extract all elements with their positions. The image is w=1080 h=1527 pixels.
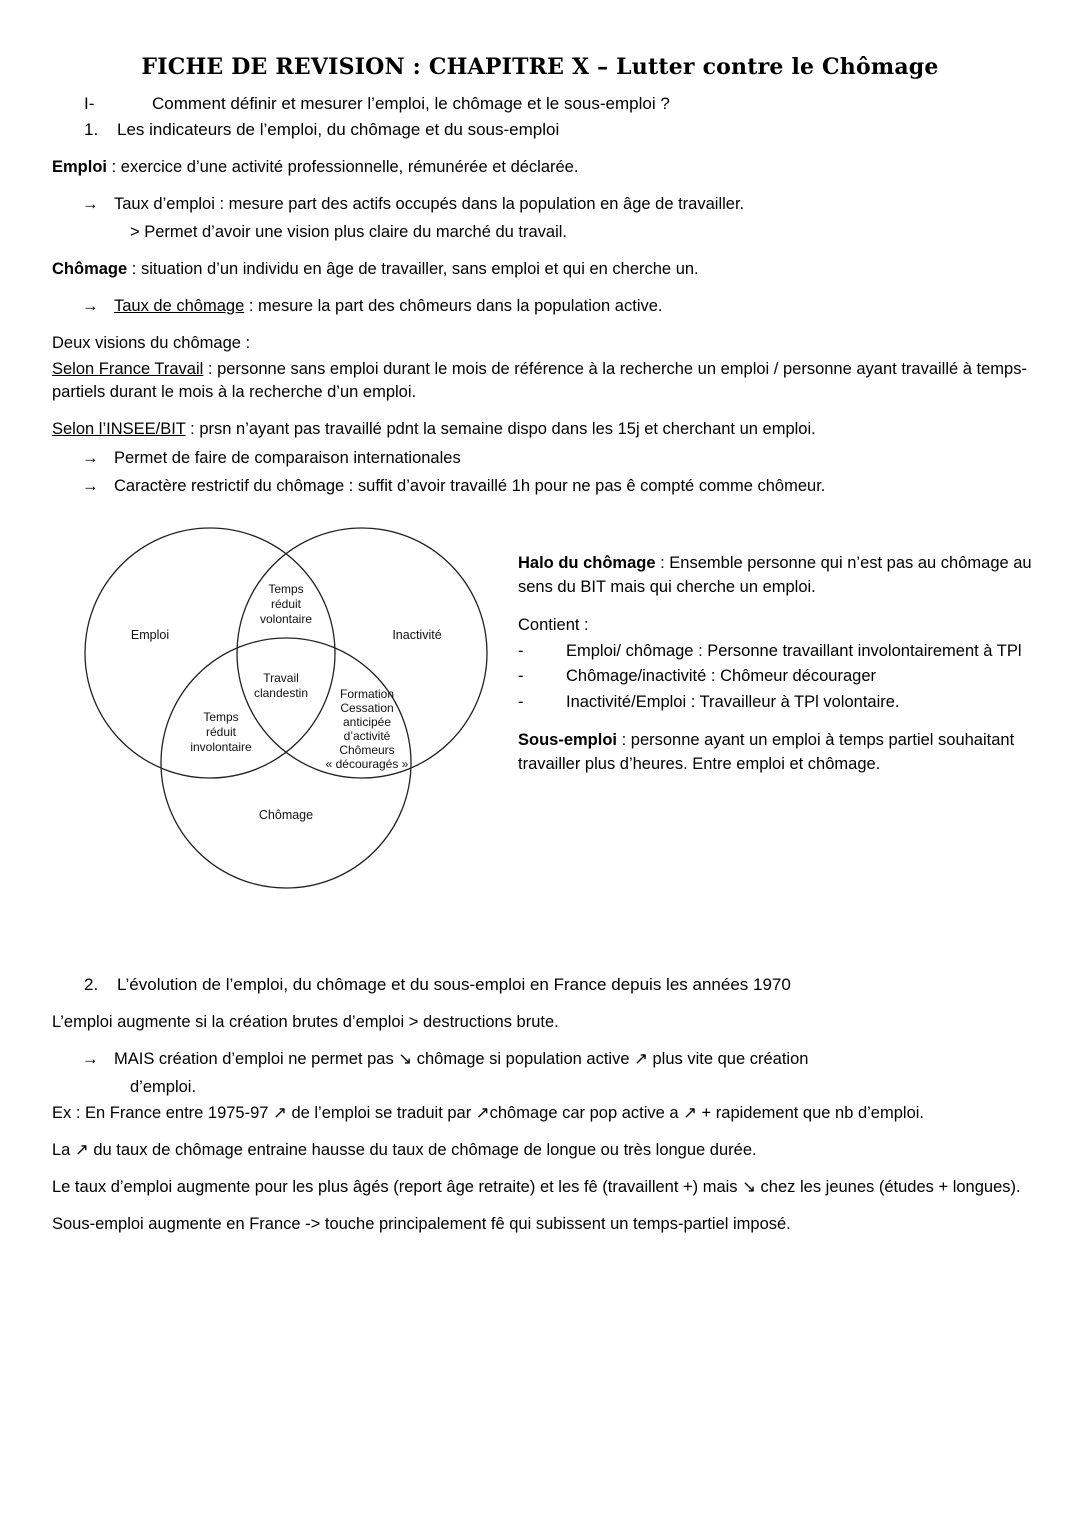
evolution-p2: Ex : En France entre 1975-97 ↗ de l’emploi se traduit par ↗chômage car pop active a ↗ + rapidement que nb d’emploi.	[52, 1103, 924, 1122]
venn-side-notes	[518, 551, 1033, 790]
definition-halo-text: : Ensemble personne qui n’est pas au chômage au sens du BIT mais qui cherche un emploi.	[518, 554, 1032, 597]
arrow-right-icon: →	[82, 477, 99, 496]
venn-label-formation-5: Chômeurs	[339, 743, 395, 758]
subsection-2-label: L’évolution de l’emploi, du chômage et du sous-emploi en France depuis les années 1970	[117, 975, 791, 995]
venn-label-chomage: Chômage	[258, 808, 314, 823]
term-sous-emploi: Sous-emploi	[518, 730, 618, 749]
france-travail-label: Selon France Travail	[52, 359, 204, 378]
halo-item-1	[518, 639, 1033, 663]
bullet-taux-chomage-text	[114, 295, 1028, 319]
definition-chomage	[52, 258, 1028, 282]
bullet-restrictif	[52, 475, 1028, 499]
venn-label-temps-reduit-involontaire-1: Temps	[203, 710, 239, 725]
arrow-right-icon: →	[82, 194, 99, 213]
bullet-taux-chomage-rest: : mesure la part des chômeurs dans la population active.	[244, 296, 663, 315]
venn-label-formation-2: Cessation	[340, 701, 394, 716]
dash-marker: -	[518, 692, 524, 711]
arrow-right-icon: →	[82, 1050, 99, 1069]
venn-label-formation-6: « découragés »	[325, 757, 409, 772]
bullet-restrictif-text: Caractère restrictif du chômage : suffit d’avoir travaillé 1h pour ne pas ê compté comme chômeur.	[114, 477, 826, 496]
definition-emploi-text: : exercice d’une activité professionnelle, rémunérée et déclarée.	[107, 158, 579, 176]
dash-marker: -	[518, 667, 524, 686]
evolution-bullet-1-text: MAIS création d’emploi ne permet pas ↘ chômage si population active ↗ plus vite que création	[114, 1050, 809, 1069]
insee-text: : prsn n’ayant pas travaillé pdnt la semaine dispo dans les 15j et cherchant un emploi.	[185, 420, 816, 439]
venn-label-temps-reduit-involontaire-3: involontaire	[190, 740, 252, 755]
definition-halo	[518, 551, 1033, 599]
contient-label: Contient :	[518, 616, 589, 635]
venn-label-travail-clandestin-1: Travail	[263, 671, 299, 686]
section-heading-1	[52, 94, 1028, 114]
subsection-label: Les indicateurs de l’emploi, du chômage et du sous-emploi	[117, 120, 560, 139]
evolution-p3: La ↗ du taux de chômage entraine hausse du taux de chômage de longue ou très longue durée.	[52, 1140, 757, 1159]
definition-sous-emploi-text: : personne ayant un emploi à temps partiel souhaitant travailler plus d’heures. Entre emploi et chômage.	[518, 730, 1015, 773]
venn-label-formation-4: d’activité	[343, 729, 391, 744]
venn-label-temps-reduit-volontaire-2: réduit	[270, 597, 302, 612]
venn-label-temps-reduit-involontaire-2: réduit	[205, 725, 237, 740]
arrow-right-icon: →	[82, 296, 99, 315]
venn-label-temps-reduit-volontaire-1: Temps	[268, 582, 304, 597]
halo-item-2-text: Chômage/inactivité : Chômeur décourager	[566, 667, 876, 686]
subsection-heading-1	[52, 120, 1028, 140]
france-travail-text: : personne sans emploi durant le mois de référence à la recherche un emploi / personne ayant travaillé à temps-partiels durant le mois à la recherche d’un emploi.	[52, 359, 1027, 402]
venn-label-formation-3: anticipée	[342, 715, 392, 730]
evolution-p4: Le taux d’emploi augmente pour les plus âgés (report âge retraite) et les fê (travaillent +) mais ↘ chez les jeunes (études + longues).	[52, 1177, 1021, 1196]
bullet-taux-chomage	[52, 295, 1028, 319]
venn-diagram-svg	[62, 513, 517, 923]
venn-label-temps-reduit-volontaire-3: volontaire	[259, 612, 313, 627]
venn-diagram	[62, 513, 517, 923]
vision-france-travail	[52, 358, 1028, 406]
vision-insee-bit	[52, 418, 1028, 442]
page-title: FICHE DE REVISION : CHAPITRE X – Lutter contre le Chômage	[141, 54, 939, 80]
halo-item-3-text: Inactivité/Emploi : Travailleur à TPl volontaire.	[566, 692, 900, 711]
dash-marker: -	[518, 642, 524, 661]
note-marche-travail: > Permet d’avoir une vision plus claire du marché du travail.	[130, 222, 568, 241]
halo-item-3	[518, 690, 1033, 714]
venn-label-formation-1: Formation	[339, 687, 395, 702]
bullet-comparaisons	[52, 447, 1028, 471]
definition-sous-emploi	[518, 728, 1033, 776]
evolution-p1: L’emploi augmente si la création brutes d’emploi > destructions brute.	[52, 1013, 559, 1032]
evolution-bullet-1	[52, 1048, 1028, 1072]
bullet-comparaisons-text: Permet de faire de comparaison internationales	[114, 449, 461, 468]
term-chomage: Chômage	[52, 259, 128, 278]
deux-visions-intro: Deux visions du chômage :	[52, 333, 251, 352]
definition-emploi	[52, 156, 1028, 180]
section-label: Comment définir et mesurer l’emploi, le chômage et le sous-emploi ?	[152, 94, 670, 113]
venn-label-inactivite: Inactivité	[392, 628, 442, 643]
term-halo: Halo du chômage	[518, 554, 656, 573]
evolution-p5: Sous-emploi augmente en France -> touche principalement fê qui subissent un temps-partiel imposé.	[52, 1214, 791, 1233]
venn-label-travail-clandestin-2: clandestin	[253, 686, 309, 701]
evolution-bullet-1-cont: d’emploi.	[130, 1077, 197, 1096]
insee-label: Selon l’INSEE/BIT	[52, 420, 186, 439]
arrow-right-icon: →	[82, 449, 99, 468]
venn-label-emploi: Emploi	[130, 628, 170, 643]
halo-item-1-text: Emploi/ chômage : Personne travaillant involontairement à TPl	[566, 642, 1022, 661]
bullet-taux-emploi	[52, 193, 1028, 217]
subsection-2-number: 2.	[84, 975, 99, 995]
venn-and-notes-block	[52, 513, 1032, 933]
bullet-taux-emploi-text: Taux d’emploi : mesure part des actifs occupés dans la population en âge de travailler.	[114, 194, 745, 213]
subsection-number: 1.	[84, 120, 99, 139]
halo-item-2	[518, 664, 1033, 688]
term-emploi: Emploi	[52, 158, 108, 176]
definition-chomage-text: : situation d’un individu en âge de travailler, sans emploi et qui en cherche un.	[127, 259, 699, 278]
subsection-heading-2	[52, 975, 1028, 995]
bullet-taux-chomage-term: Taux de chômage	[114, 296, 245, 315]
section-number: I-	[84, 94, 95, 113]
